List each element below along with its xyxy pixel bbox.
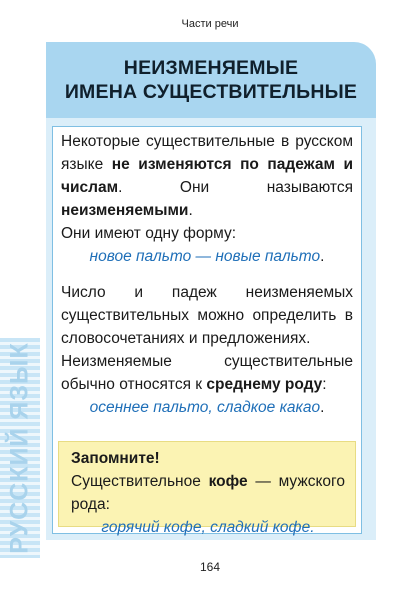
topic-title-box [46,42,376,118]
bold-text: не изменяются по падежам и числам [61,156,354,196]
bold-text: кофе [208,473,248,490]
text: Существительное [71,473,209,490]
text: : [322,376,327,393]
example-line-2 [61,396,353,419]
example-text: осеннее пальто, сладкое какао [89,399,321,416]
example-period: . [320,248,325,265]
content-box [52,126,362,534]
topic-title-line-2: ИМЕНА СУЩЕСТВИТЕЛЬНЫЕ [64,81,358,103]
text: . [188,202,193,219]
text: Неизменяемые существительные обычно относятся к [61,353,353,393]
paragraph-number-case: Число и падеж неизменяемых существительных можно определить в словосочетаниях и предложениях. [61,284,353,347]
example-text: новое пальто — новые пальто [89,248,321,265]
remember-text [71,470,345,516]
remember-example: горячий кофе, сладкий кофе. [101,519,315,536]
example-period: . [320,399,325,416]
text: . Они называются [118,179,353,196]
paragraph-definition [61,130,353,222]
text: Некоторые существительные в русском языке [61,133,353,173]
running-head: Части речи [181,18,239,30]
bold-text: среднему роду [206,376,323,393]
page-number: 164 [199,560,221,574]
example-line-1 [61,245,353,268]
text: — мужского рода: [71,473,345,513]
paragraph-one-form: Они имеют одну форму: [61,225,237,242]
remember-box [58,441,356,536]
topic-title-line-1: НЕИЗМЕНЯЕМЫЕ [123,57,299,79]
remember-heading: Запомните! [71,450,160,467]
paragraph-neuter-gender [61,350,353,396]
bold-text: неизменяемыми [61,202,189,219]
side-tab-label: РУССКИЙ ЯЗЫК [5,342,34,554]
